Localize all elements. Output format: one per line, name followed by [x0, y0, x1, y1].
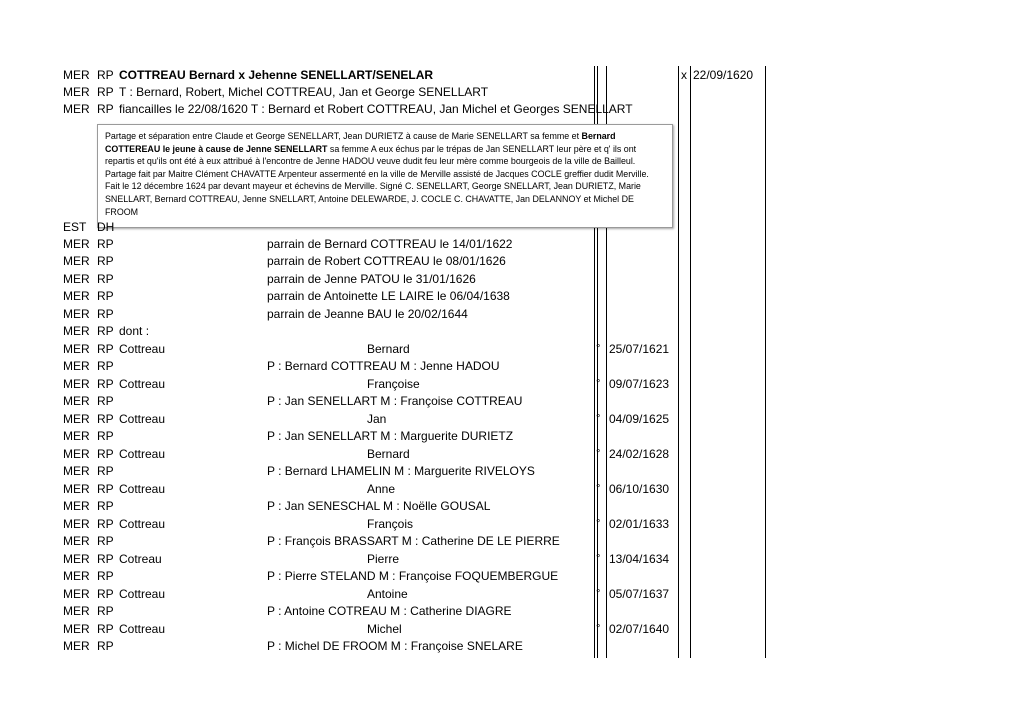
source-code: RP: [97, 429, 114, 443]
child-baptism-row: [0, 551, 1024, 568]
source-code: RP: [97, 254, 114, 268]
baptism-date: 05/07/1637: [609, 587, 670, 601]
baptism-date: 24/02/1628: [609, 447, 670, 461]
child-parents: P : Michel DE FROOM M : Françoise SNELARE: [267, 639, 523, 653]
source-code: RP: [97, 622, 114, 636]
birth-symbol: °: [596, 413, 601, 425]
source-code: RP: [97, 464, 114, 478]
child-baptism-row: [0, 586, 1024, 603]
child-parents: P : Jan SENESCHAL M : Noëlle GOUSAL: [267, 499, 491, 513]
child-baptism-row: [0, 411, 1024, 428]
child-baptism-row: [0, 516, 1024, 533]
place-code: MER: [63, 534, 90, 548]
source-code: RP: [97, 587, 114, 601]
place-code: MER: [63, 464, 90, 478]
place-code: MER: [63, 359, 90, 373]
source-code: RP: [97, 237, 114, 251]
birth-symbol: °: [596, 483, 601, 495]
source-code: DH: [97, 220, 115, 234]
child-parents: P : François BRASSART M : Catherine DE LE PIERRE: [267, 534, 560, 548]
child-parents-row: [0, 428, 1024, 445]
child-surname: Cottreau: [119, 517, 166, 531]
place-code: MER: [63, 569, 90, 583]
godfather-row: [0, 306, 1024, 323]
place-code: MER: [63, 324, 90, 338]
baptism-date: 25/07/1621: [609, 342, 670, 356]
note-text-bold: Bernard COTTEREAU le jeune à cause de Jenne SENELLART: [105, 131, 616, 154]
child-parents-row: [0, 358, 1024, 375]
place-code: MER: [63, 377, 90, 391]
child-parents: P : Jan SENELLART M : Marguerite DURIETZ: [267, 429, 514, 443]
place-code: MER: [63, 517, 90, 531]
source-code: RP: [97, 377, 114, 391]
engagement-row: [0, 101, 1024, 118]
child-surname: Cottreau: [119, 412, 166, 426]
children-heading: dont :: [119, 324, 150, 338]
source-code: RP: [97, 68, 114, 82]
godfather-text: parrain de Bernard COTTREAU le 14/01/1622: [267, 237, 513, 251]
baptism-date: 04/09/1625: [609, 412, 670, 426]
marriage-date: 22/09/1620: [693, 68, 754, 82]
godfather-text: parrain de Antoinette LE LAIRE le 06/04/1638: [267, 289, 510, 303]
source-code: RP: [97, 412, 114, 426]
source-code: RP: [97, 499, 114, 513]
source-code: RP: [97, 272, 114, 286]
child-name: Françoise: [367, 377, 420, 391]
child-surname: Cottreau: [119, 342, 166, 356]
child-parents-row: [0, 533, 1024, 550]
witness-text: T : Bernard, Robert, Michel COTTREAU, Jan et George SENELLART: [119, 85, 489, 99]
child-parents: P : Antoine COTREAU M : Catherine DIAGRE: [267, 604, 512, 618]
child-parents: P : Pierre STELAND M : Françoise FOQUEMBERGUE: [267, 569, 559, 583]
source-code: RP: [97, 447, 114, 461]
place-code: MER: [63, 622, 90, 636]
place-code: MER: [63, 639, 90, 653]
godfather-text: parrain de Robert COTTREAU le 08/01/1626: [267, 254, 506, 268]
source-code: RP: [97, 342, 114, 356]
birth-symbol: °: [596, 553, 601, 565]
godfather-text: parrain de Jeanne BAU le 20/02/1644: [267, 307, 468, 321]
note-text-start: Partage et séparation entre Claude et George SENELLART, Jean DURIETZ à cause de Marie SENELLART sa femme et: [105, 131, 582, 141]
comment-note: [97, 124, 673, 228]
child-name: Bernard: [367, 447, 410, 461]
source-code: RP: [97, 639, 114, 653]
witness-row: [0, 84, 1024, 101]
place-code: MER: [63, 412, 90, 426]
source-code: RP: [97, 517, 114, 531]
godfather-row: [0, 271, 1024, 288]
source-code: RP: [97, 569, 114, 583]
child-parents: P : Bernard LHAMELIN M : Marguerite RIVELOYS: [267, 464, 535, 478]
child-parents: P : Jan SENELLART M : Françoise COTTREAU: [267, 394, 523, 408]
place-code: MER: [63, 237, 90, 251]
child-baptism-row: [0, 376, 1024, 393]
child-parents-row: [0, 603, 1024, 620]
place-code: MER: [63, 429, 90, 443]
birth-symbol: °: [596, 448, 601, 460]
source-code: RP: [97, 534, 114, 548]
place-code: MER: [63, 254, 90, 268]
child-name: Pierre: [367, 552, 400, 566]
marriage-row: [0, 67, 1024, 84]
source-code: RP: [97, 394, 114, 408]
child-baptism-row: [0, 446, 1024, 463]
birth-symbol: °: [596, 343, 601, 355]
place-code: MER: [63, 394, 90, 408]
child-name: Bernard: [367, 342, 410, 356]
child-surname: Cotreau: [119, 552, 162, 566]
godfather-row: [0, 236, 1024, 253]
birth-symbol: °: [596, 588, 601, 600]
child-surname: Cottreau: [119, 622, 166, 636]
place-code: MER: [63, 552, 90, 566]
baptism-date: 09/07/1623: [609, 377, 670, 391]
source-code: RP: [97, 102, 114, 116]
place-code: MER: [63, 342, 90, 356]
baptism-date: 02/07/1640: [609, 622, 670, 636]
source-code: RP: [97, 482, 114, 496]
birth-symbol: °: [596, 623, 601, 635]
source-code: RP: [97, 289, 114, 303]
place-code: MER: [63, 272, 90, 286]
place-code: MER: [63, 604, 90, 618]
engagement-text: fiancailles le 22/08/1620 T : Bernard et Robert COTTREAU, Jan Michel et Georges SENELLART: [119, 102, 633, 116]
place-code: MER: [63, 102, 90, 116]
place-code: MER: [63, 482, 90, 496]
source-code: RP: [97, 604, 114, 618]
child-parents-row: [0, 463, 1024, 480]
child-baptism-row: [0, 341, 1024, 358]
children-heading-row: [0, 323, 1024, 340]
place-code: MER: [63, 307, 90, 321]
child-surname: Cottreau: [119, 447, 166, 461]
godfather-row: [0, 253, 1024, 270]
baptism-date: 06/10/1630: [609, 482, 670, 496]
place-code: MER: [63, 587, 90, 601]
source-code: RP: [97, 85, 114, 99]
child-name: Michel: [367, 622, 402, 636]
source-code: RP: [97, 359, 114, 373]
marriage-marker: x: [681, 68, 687, 82]
place-code: MER: [63, 85, 90, 99]
child-baptism-row: [0, 481, 1024, 498]
child-baptism-row: [0, 621, 1024, 638]
child-name: François: [367, 517, 414, 531]
baptism-date: 02/01/1633: [609, 517, 670, 531]
child-parents-row: [0, 393, 1024, 410]
source-code: RP: [97, 307, 114, 321]
est-row: [0, 219, 1024, 236]
godfather-row: [0, 288, 1024, 305]
place-code: MER: [63, 68, 90, 82]
place-code: EST: [63, 220, 87, 234]
place-code: MER: [63, 499, 90, 513]
place-code: MER: [63, 289, 90, 303]
child-parents: P : Bernard COTTREAU M : Jenne HADOU: [267, 359, 500, 373]
marriage-title: COTTREAU Bernard x Jehenne SENELLART/SENELAR: [119, 68, 434, 82]
birth-symbol: °: [596, 378, 601, 390]
child-surname: Cottreau: [119, 377, 166, 391]
child-name: Jan: [367, 412, 387, 426]
child-parents-row: [0, 498, 1024, 515]
child-surname: Cottreau: [119, 482, 166, 496]
child-surname: Cottreau: [119, 587, 166, 601]
place-code: MER: [63, 447, 90, 461]
child-name: Antoine: [367, 587, 408, 601]
child-name: Anne: [367, 482, 396, 496]
child-parents-row: [0, 638, 1024, 655]
baptism-date: 13/04/1634: [609, 552, 670, 566]
birth-symbol: °: [596, 518, 601, 530]
note-text-end: sa femme A eux échus par le trépas de Jan SENELLART leur père et q' ils ont repartis et qu'ils ont été à eux attribué à l'encontre de Jenne HADOU veuve dudit feu leur mère comme bourgeois de la ville de Bailleul. Partage fait par Maitre Clément CHAVATTE Arpenteur assermenté en la ville de Merville assisté de Jacques COCLE greffier dudit Merville. Fait le 12 décembre 1624 par devant mayeur et échevins de Merville. Signé C. SENELLART, George SNELLART, Jean DURIETZ, Marie SNELLART, Bernard COTTREAU, Jenne SNELLART, Antoine DELEWARDE, J. COCLE C. CHAVATTE, Jan DELANNOY et Michel DE FROOM: [105, 143, 649, 217]
source-code: RP: [97, 324, 114, 338]
child-parents-row: [0, 568, 1024, 585]
godfather-text: parrain de Jenne PATOU le 31/01/1626: [267, 272, 476, 286]
source-code: RP: [97, 552, 114, 566]
